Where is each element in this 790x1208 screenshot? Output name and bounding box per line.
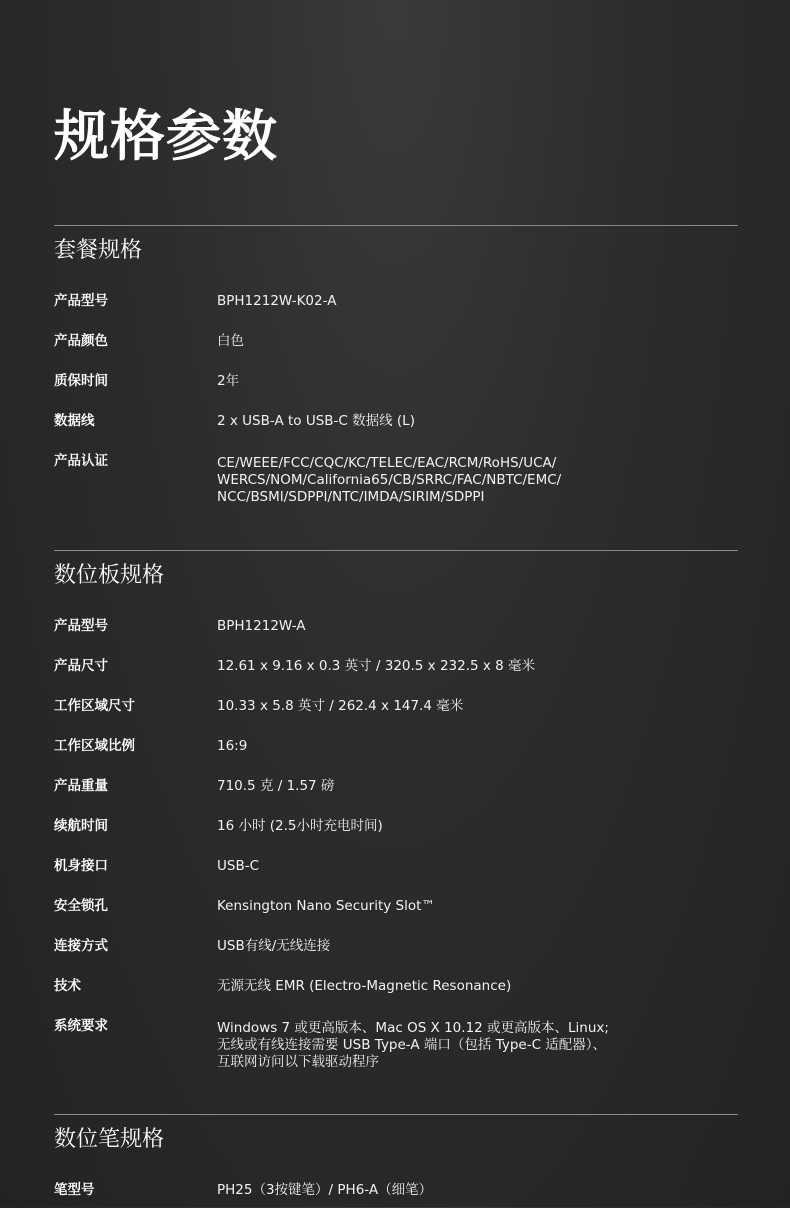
spec-label: 产品型号 [54, 293, 108, 309]
spec-label: 机身接口 [54, 858, 108, 874]
spec-value: 无源无线 EMR (Electro-Magnetic Resonance) [217, 978, 512, 994]
section-title: 套餐规格 [54, 238, 143, 263]
spec-label: 续航时间 [54, 818, 108, 834]
spec-label: 工作区域尺寸 [54, 698, 135, 714]
spec-label: 产品尺寸 [54, 658, 108, 674]
spec-label: 产品颜色 [54, 333, 108, 349]
spec-label: 连接方式 [54, 938, 108, 954]
spec-value: CE/WEEE/FCC/CQC/KC/TELEC/EAC/RCM/RoHS/UCA/ WERCS/NOM/California65/CB/SRRC/FAC/NBTC/EMC/ NCC/BSMI/SDPPI/NTC/IMDA/SIRIM/SDPPI [217, 455, 562, 505]
section-title: 数位板规格 [54, 563, 165, 588]
spec-label: 质保时间 [54, 373, 108, 389]
spec-label: 系统要求 [54, 1018, 108, 1034]
spec-label: 产品认证 [54, 453, 108, 469]
package-spec-section [54, 225, 738, 526]
spec-value: Kensington Nano Security Slot™ [217, 898, 435, 914]
spec-value: USB有线/无线连接 [217, 938, 331, 954]
spec-label: 数据线 [54, 413, 95, 429]
spec-label: 产品重量 [54, 778, 108, 794]
spec-value: 10.33 x 5.8 英寸 / 262.4 x 147.4 毫米 [217, 698, 464, 714]
spec-label: 安全锁孔 [54, 898, 108, 914]
spec-value: 白色 [217, 333, 244, 349]
spec-value: 12.61 x 9.16 x 0.3 英寸 / 320.5 x 232.5 x 8 毫米 [217, 658, 536, 674]
spec-value: USB-C [217, 858, 260, 874]
pen-spec-section [54, 1114, 738, 1208]
spec-value: 2 x USB-A to USB-C 数据线 (L) [217, 413, 415, 429]
spec-value: Windows 7 或更高版本、Mac OS X 10.12 或更高版本、Linux; 无线或有线连接需要 USB Type-A 端口（包括 Type-C 适配器）、 互联网访问以下载驱动程序 [217, 1020, 609, 1070]
spec-value: 710.5 克 / 1.57 磅 [217, 778, 335, 794]
spec-value: 2年 [217, 373, 240, 389]
spec-label: 产品型号 [54, 618, 108, 634]
spec-value: BPH1212W-K02-A [217, 293, 337, 309]
section-title: 数位笔规格 [54, 1127, 165, 1152]
spec-label: 笔型号 [54, 1182, 95, 1198]
spec-value: BPH1212W-A [217, 618, 306, 634]
page-title: 规格参数 [54, 104, 279, 168]
spec-label: 工作区域比例 [54, 738, 135, 754]
spec-label: 技术 [54, 978, 81, 994]
tablet-spec-section [54, 550, 738, 1091]
spec-value: 16:9 [217, 738, 248, 754]
spec-value: PH25（3按键笔）/ PH6-A（细笔） [217, 1182, 433, 1198]
spec-value: 16 小时 (2.5小时充电时间) [217, 818, 383, 834]
